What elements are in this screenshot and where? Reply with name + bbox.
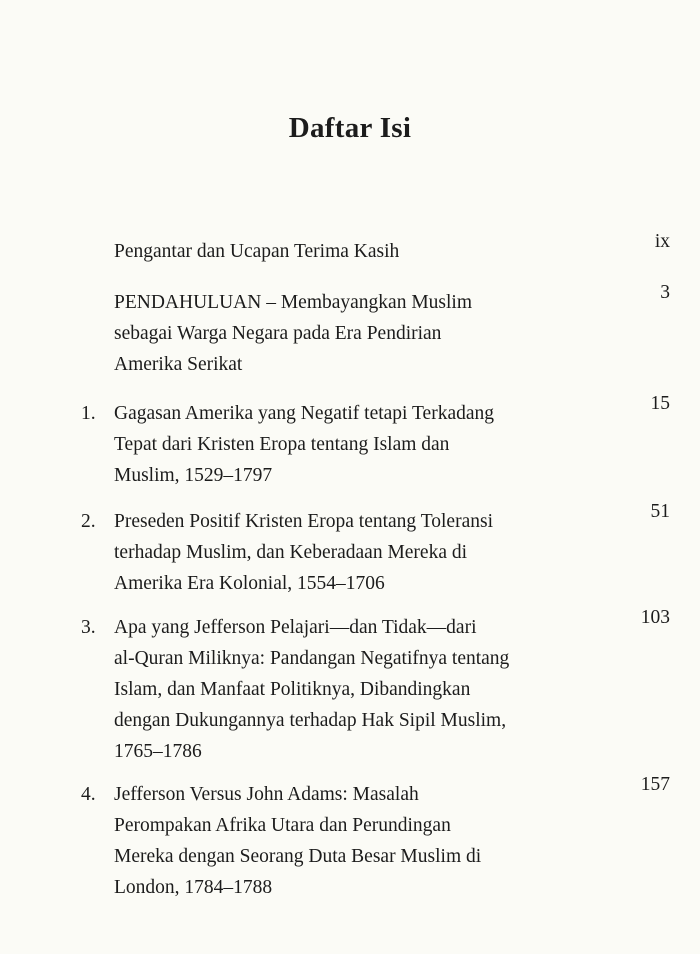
- toc-entry-line: Perompakan Afrika Utara dan Perundingan: [114, 815, 451, 836]
- toc-chapter-number: 3.: [81, 617, 96, 638]
- toc-entry-line: Apa yang Jefferson Pelajari—dan Tidak—dari: [114, 617, 477, 638]
- toc-entry-line: sebagai Warga Negara pada Era Pendirian: [114, 323, 442, 344]
- toc-entry-title: [114, 506, 614, 599]
- toc-page-number: 15: [650, 393, 670, 414]
- toc-entry-line: Preseden Positif Kristen Eropa tentang Toleransi: [114, 511, 493, 532]
- toc-entry-line: dengan Dukungannya terhadap Hak Sipil Muslim,: [114, 710, 507, 731]
- toc-entry-line: Muslim, 1529–1797: [114, 465, 273, 486]
- toc-entry-line: Mereka dengan Seorang Duta Besar Muslim di: [114, 846, 482, 867]
- toc-entry-line: 1765–1786: [114, 741, 202, 762]
- toc-entry-line: Amerika Serikat: [114, 354, 243, 375]
- toc-page-number: 51: [650, 501, 670, 522]
- page-title: Daftar Isi: [288, 112, 412, 144]
- toc-page-number: 157: [640, 774, 670, 795]
- toc-entry-title: [114, 236, 614, 267]
- toc-entry-line: Gagasan Amerika yang Negatif tetapi Terkadang: [114, 403, 495, 424]
- toc-page-number: 3: [660, 282, 670, 303]
- toc-entry-title: [114, 779, 614, 903]
- toc-chapter-number: 2.: [81, 511, 96, 532]
- toc-entry-line: Tepat dari Kristen Eropa tentang Islam dan: [114, 434, 450, 455]
- toc-page-number: 103: [640, 607, 670, 628]
- toc-entry-line: Islam, dan Manfaat Politiknya, Dibandingkan: [114, 679, 471, 700]
- toc-entry-line: Amerika Era Kolonial, 1554–1706: [114, 573, 385, 594]
- toc-entry-line: Pengantar dan Ucapan Terima Kasih: [114, 241, 400, 262]
- toc-entry-title: [114, 398, 614, 491]
- toc-entry-title: [114, 287, 614, 380]
- toc-entry-line: PENDAHULUAN – Membayangkan Muslim: [114, 292, 473, 313]
- toc-chapter-number: 1.: [81, 403, 96, 424]
- toc-entry-line: terhadap Muslim, dan Keberadaan Mereka di: [114, 542, 468, 563]
- toc-entry-line: London, 1784–1788: [114, 877, 273, 898]
- toc-entry-line: al-Quran Miliknya: Pandangan Negatifnya tentang: [114, 648, 510, 669]
- toc-chapter-number: 4.: [81, 784, 96, 805]
- toc-entry-line: Jefferson Versus John Adams: Masalah: [114, 784, 419, 805]
- toc-page-number: ix: [654, 231, 670, 252]
- toc-entry-title: [114, 612, 614, 767]
